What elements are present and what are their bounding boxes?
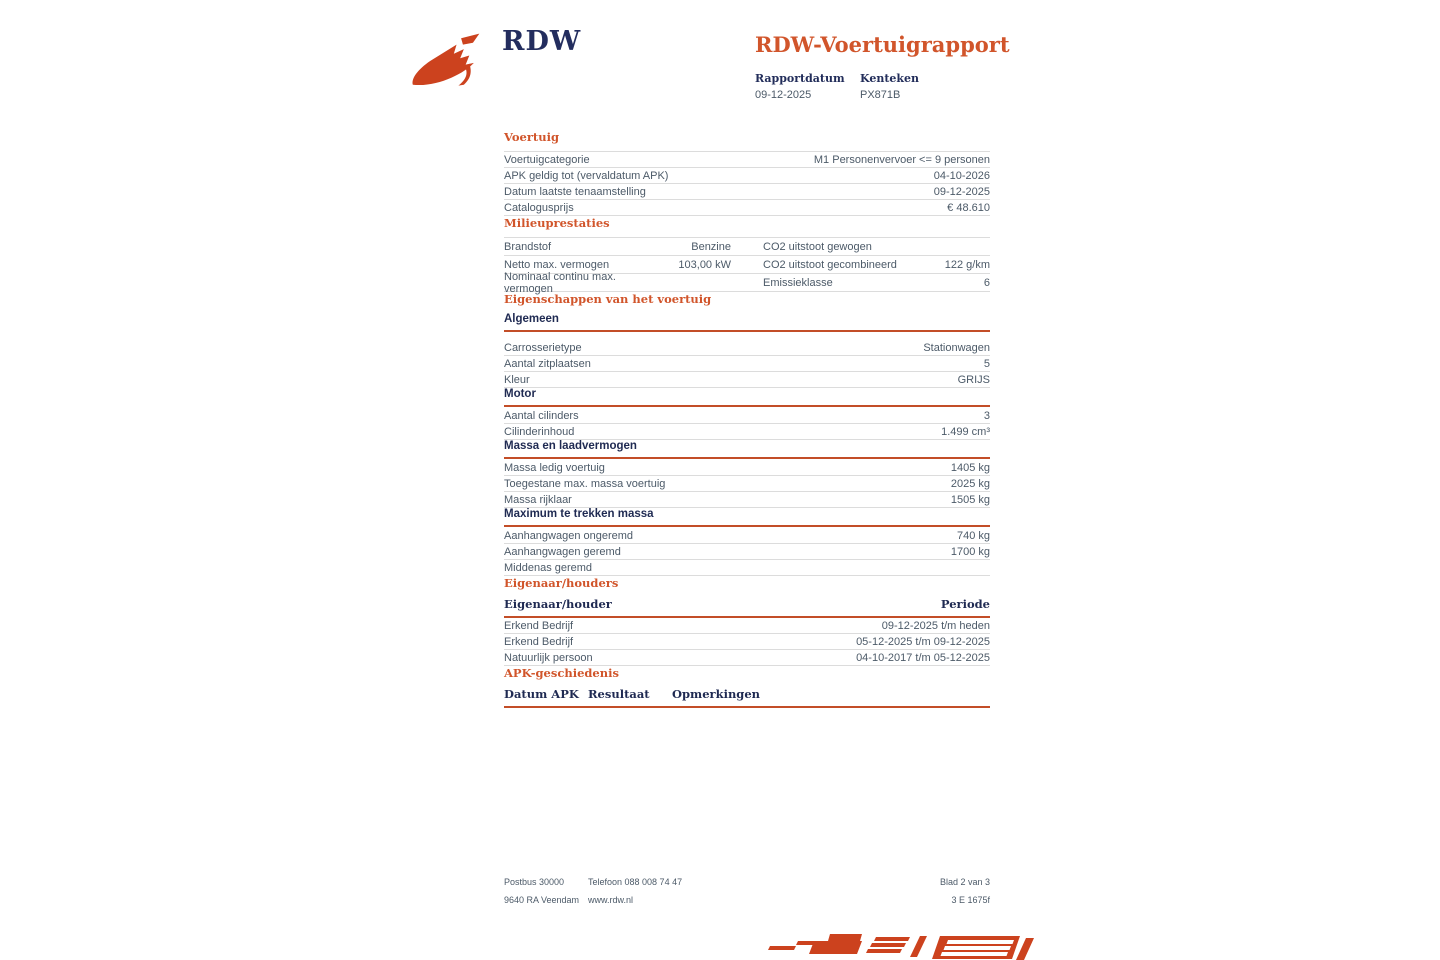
report-date-block (755, 72, 860, 101)
owner-period: 09-12-2025 t/m heden (881, 619, 990, 632)
field-label: Netto max. vermogen (504, 258, 610, 271)
owner-name: Erkend Bedrijf (504, 619, 574, 632)
table-row (504, 618, 990, 634)
field-label: Aantal cilinders (504, 409, 579, 422)
table-row (504, 634, 990, 650)
field-label: Aanhangwagen geremd (504, 545, 621, 558)
subsection-title-massa: Massa en laadvermogen (504, 440, 990, 459)
field-value: Stationwagen (923, 341, 990, 354)
algemeen-table (504, 340, 990, 388)
field-value: M1 Personenvervoer <= 9 personen (813, 153, 990, 166)
table-row (504, 560, 990, 576)
report-date-label: Rapportdatum (755, 72, 845, 85)
field-value: 2025 kg (950, 477, 990, 490)
report-date-value: 09-12-2025 (755, 89, 812, 101)
field-label: Emissieklasse (763, 276, 833, 289)
field-value: Benzine (691, 240, 731, 253)
field-value: 6 (983, 276, 990, 289)
section-title-eigenaar: Eigenaar/houders (504, 576, 619, 590)
column-header-owner: Eigenaar/houder (504, 597, 612, 611)
field-value: 103,00 kW (678, 258, 731, 271)
subsection-title-algemeen: Algemeen (504, 313, 990, 332)
table-row (504, 168, 990, 184)
apk-table-header (504, 687, 990, 708)
table-row (504, 372, 990, 388)
owner-period: 04-10-2017 t/m 05-12-2025 (856, 651, 990, 664)
table-row (504, 544, 990, 560)
field-label: Voertuigcategorie (504, 153, 590, 166)
table-row (504, 238, 990, 256)
footer-line-2 (504, 895, 990, 905)
section-title-eigenschappen: Eigenschappen van het voertuig (504, 292, 712, 306)
field-label: Massa rijklaar (504, 493, 572, 506)
footer-page-indicator: Blad 2 van 3 (939, 877, 990, 887)
field-label: Middenas geremd (504, 561, 593, 574)
subsection-title-motor: Motor (504, 388, 990, 407)
field-value: GRIJS (957, 373, 990, 386)
motor-table (504, 408, 990, 440)
field-label: Catalogusprijs (504, 201, 574, 214)
field-label: Nominaal continu max. vermogen (504, 270, 616, 295)
column-header-opmerkingen: Opmerkingen (672, 687, 761, 701)
field-value: 1.499 cm³ (941, 425, 990, 438)
license-plate-block (860, 72, 965, 101)
column-header-datum-apk: Datum APK (504, 687, 579, 701)
report-body (504, 130, 990, 708)
field-label: Datum laatste tenaamstelling (504, 185, 646, 198)
subsection-title-trekken-massa: Maximum te trekken massa (504, 508, 990, 527)
field-label: Aantal zitplaatsen (504, 357, 591, 370)
section-title-milieuprestaties: Milieuprestaties (504, 216, 610, 230)
field-value: 1505 kg (950, 493, 990, 506)
column-header-resultaat: Resultaat (588, 687, 650, 701)
rdw-wing-logo-icon (411, 32, 493, 90)
field-value: 04-10-2026 (933, 169, 990, 182)
field-value: 09-12-2025 (933, 185, 990, 198)
field-label: CO2 uitstoot gecombineerd (763, 258, 897, 271)
milieu-table (504, 237, 990, 295)
field-value: 740 kg (956, 529, 990, 542)
table-row (504, 340, 990, 356)
field-label: Kleur (504, 373, 530, 386)
field-value: 1700 kg (950, 545, 990, 558)
field-value: 5 (983, 357, 990, 370)
table-row (504, 152, 990, 168)
field-label: Massa ledig voertuig (504, 461, 605, 474)
footer-postbus: Postbus 30000 (504, 877, 565, 887)
table-row (504, 460, 990, 476)
field-label: Carrosserietype (504, 341, 582, 354)
eigenaar-table (504, 618, 990, 666)
table-row (504, 476, 990, 492)
table-row (504, 356, 990, 372)
eigenaar-table-header (504, 597, 990, 618)
rdw-wordmark: RDW (502, 26, 582, 57)
table-row (504, 492, 990, 508)
footer-city: 9640 RA Veendam (504, 895, 580, 905)
report-meta (755, 72, 965, 101)
column-header-period: Periode (940, 597, 990, 611)
license-plate-value: PX871B (860, 89, 901, 101)
section-title-apk: APK-geschiedenis (504, 666, 619, 680)
table-row (504, 200, 990, 216)
field-value: 3 (983, 409, 990, 422)
field-label: Brandstof (504, 240, 552, 253)
section-title-voertuig: Voertuig (504, 130, 559, 144)
massa-table (504, 460, 990, 508)
license-plate-label: Kenteken (860, 72, 920, 85)
field-label: Toegestane max. massa voertuig (504, 477, 666, 490)
field-label: CO2 uitstoot gewogen (763, 240, 872, 253)
table-row (504, 408, 990, 424)
rdw-wing-stripes-graphic-icon (768, 933, 1064, 960)
field-value: 122 g/km (944, 258, 990, 271)
footer-form-code: 3 E 1675f (951, 895, 990, 905)
footer-website: www.rdw.nl (588, 895, 634, 905)
table-row (504, 184, 990, 200)
voertuig-table (504, 151, 990, 216)
trekken-massa-table (504, 528, 990, 576)
field-label: Aanhangwagen ongeremd (504, 529, 634, 542)
field-label: Cilinderinhoud (504, 425, 575, 438)
table-row (504, 528, 990, 544)
owner-name: Natuurlijk persoon (504, 651, 593, 664)
table-row (504, 270, 990, 295)
owner-period: 05-12-2025 t/m 09-12-2025 (856, 635, 990, 648)
page-title: RDW-Voertuigrapport (755, 32, 1010, 57)
owner-name: Erkend Bedrijf (504, 635, 574, 648)
table-row (504, 424, 990, 440)
field-value: € 48.610 (947, 201, 990, 214)
table-row (504, 650, 990, 666)
page-footer (504, 877, 990, 913)
footer-line-1 (504, 877, 990, 887)
footer-phone: Telefoon 088 008 74 47 (588, 877, 683, 887)
field-value: 1405 kg (950, 461, 990, 474)
field-label: APK geldig tot (vervaldatum APK) (504, 169, 669, 182)
